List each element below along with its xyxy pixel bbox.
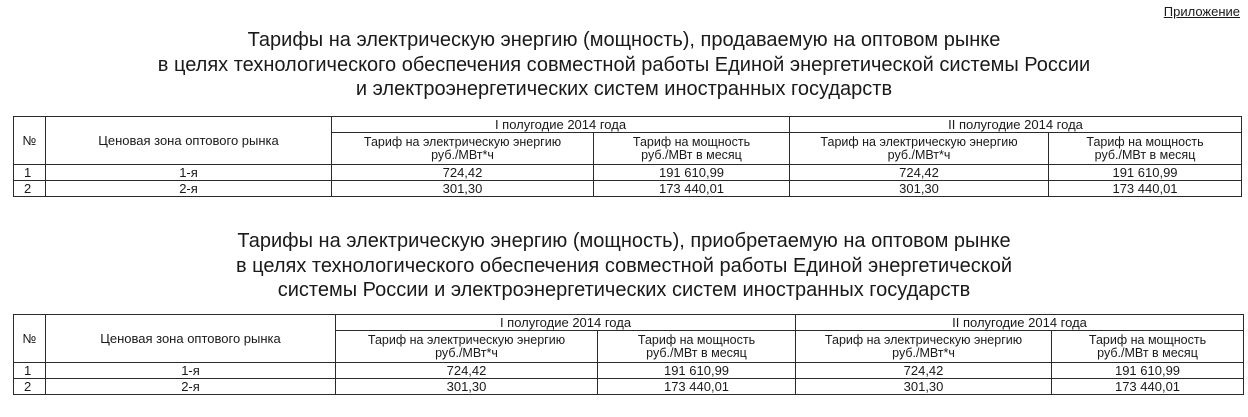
row-p1-capacity: 191 610,99 (594, 165, 790, 181)
header-capacity-tariff (1049, 133, 1242, 165)
header-capacity-tariff-unit: руб./МВт в месяц (1094, 147, 1196, 162)
header-number: № (14, 117, 46, 165)
tariff-table-sold (13, 116, 1242, 197)
header-energy-tariff-unit: руб./МВт*ч (892, 345, 955, 360)
row-p1-energy: 724,42 (336, 363, 598, 379)
title-line: Тарифы на электрическую энергию (мощность), приобретаемую на оптовом рынке (237, 230, 1011, 252)
table-row (14, 181, 1242, 197)
row-number: 2 (14, 181, 46, 197)
header-price-zone: Ценовая зона оптового рынка (46, 117, 332, 165)
appendix-label: Приложение (1163, 4, 1240, 19)
row-zone: 2-я (46, 181, 332, 197)
row-zone: 2-я (46, 379, 336, 395)
header-number: № (14, 315, 46, 363)
title-line: Тарифы на электрическую энергию (мощность), продаваемую на оптовом рынке (247, 29, 1001, 51)
header-capacity-tariff-title: Тариф на мощность (1088, 332, 1207, 347)
row-p2-capacity: 173 440,01 (1049, 181, 1242, 197)
row-zone: 1-я (46, 363, 336, 379)
row-p2-energy: 301,30 (796, 379, 1052, 395)
section-title-purchased (0, 229, 1248, 303)
row-p1-capacity: 173 440,01 (598, 379, 796, 395)
section-title-sold (0, 28, 1248, 102)
header-energy-tariff (332, 133, 594, 165)
table-row (14, 165, 1242, 181)
row-number: 2 (14, 379, 46, 395)
header-capacity-tariff (1052, 331, 1244, 363)
title-line: в целях технологического обеспечения совместной работы Единой энергетической системы России (157, 53, 1091, 76)
header-period-2: II полугодие 2014 года (796, 315, 1244, 331)
row-p1-energy: 301,30 (336, 379, 598, 395)
header-period-1: I полугодие 2014 года (336, 315, 796, 331)
header-capacity-tariff-title: Тариф на мощность (1086, 134, 1204, 149)
header-energy-tariff (336, 331, 598, 363)
header-energy-tariff-unit: руб./МВт*ч (431, 147, 494, 162)
row-p1-capacity: 173 440,01 (594, 181, 790, 197)
header-energy-tariff-unit: руб./МВт*ч (887, 147, 951, 162)
header-energy-tariff-title: Тариф на электрическую энергию (363, 134, 562, 149)
row-p2-energy: 301,30 (790, 181, 1049, 197)
header-capacity-tariff-unit: руб./МВт в месяц (646, 345, 747, 360)
header-capacity-tariff-unit: руб./МВт в месяц (1097, 345, 1198, 360)
header-capacity-tariff (598, 331, 796, 363)
title-line: системы России и электроэнергетических систем иностранных государств (277, 279, 971, 301)
row-p2-capacity: 173 440,01 (1052, 379, 1244, 395)
header-energy-tariff-unit: руб./МВт*ч (435, 345, 498, 360)
tariff-table-purchased (13, 314, 1244, 395)
row-number: 1 (14, 165, 46, 181)
header-capacity-tariff (594, 133, 790, 165)
header-energy-tariff-title: Тариф на электрическую энергию (824, 332, 1023, 347)
header-energy-tariff-title: Тариф на электрическую энергию (820, 134, 1018, 149)
row-p1-energy: 301,30 (332, 181, 594, 197)
row-p1-energy: 724,42 (332, 165, 594, 181)
row-p2-capacity: 191 610,99 (1049, 165, 1242, 181)
header-period-2: II полугодие 2014 года (790, 117, 1242, 133)
header-capacity-tariff-title: Тариф на мощность (632, 134, 751, 149)
row-p1-capacity: 191 610,99 (598, 363, 796, 379)
header-capacity-tariff-unit: руб./МВт в месяц (641, 147, 742, 162)
header-energy-tariff-title: Тариф на электрическую энергию (367, 332, 566, 347)
header-energy-tariff (790, 133, 1049, 165)
table-row (14, 363, 1244, 379)
row-p2-capacity: 191 610,99 (1052, 363, 1244, 379)
header-capacity-tariff-title: Тариф на мощность (637, 332, 756, 347)
header-period-1: I полугодие 2014 года (332, 117, 790, 133)
title-line: в целях технологического обеспечения совместной работы Единой энергетической (235, 254, 1013, 277)
row-p2-energy: 724,42 (796, 363, 1052, 379)
header-price-zone: Ценовая зона оптового рынка (46, 315, 336, 363)
table-row (14, 379, 1244, 395)
title-line: и электроэнергетических систем иностранных государств (355, 78, 893, 100)
header-energy-tariff (796, 331, 1052, 363)
row-number: 1 (14, 363, 46, 379)
row-zone: 1-я (46, 165, 332, 181)
row-p2-energy: 724,42 (790, 165, 1049, 181)
